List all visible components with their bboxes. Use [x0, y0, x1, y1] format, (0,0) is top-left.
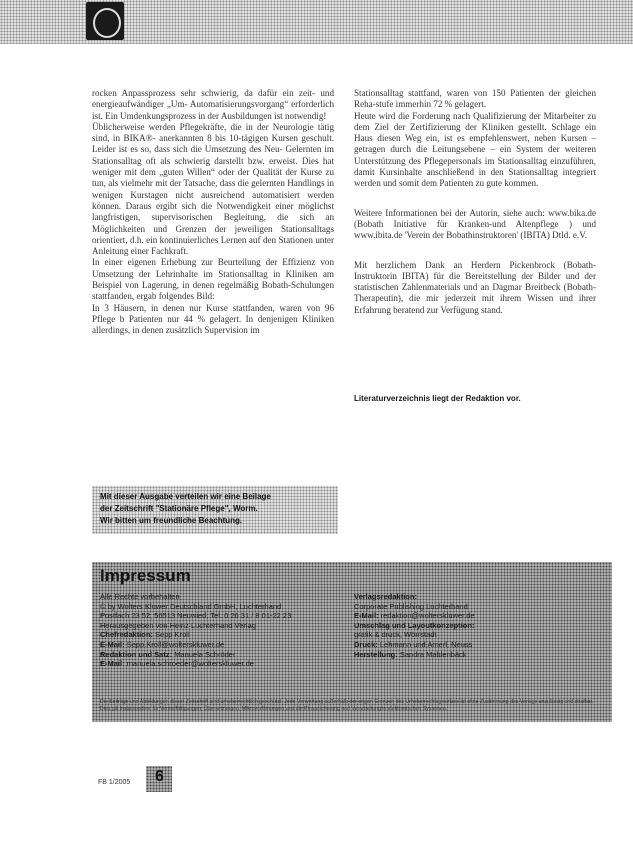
notice-line: der Zeitschrift "Stationäre Pflege", Worm.	[100, 504, 258, 513]
paragraph: In 3 Häusern, in denen nur Kurse stattfanden, waren von 96 Pflege b Patienten nur 44 % gelagert. In denjenigen Kliniken allerdings, in denen zusätzlich Supervision im	[92, 302, 334, 336]
paragraph: Stationsalltag stattfand, waren von 150 Patienten der gleichen Reha-stufe immerhin 72 % gelagert.	[354, 88, 596, 110]
acknowledgement-paragraph: Mit herzlichem Dank an Herdern Pickenbrock (Bobath-Instruktorin IBITA) für die Bereitstellung der Bilder und der statistischen Zahlenmaterials und an Dagmar Breitbeck (Bobath- Therapeutin), die mir jederzeit mit ihrem Wissen und ihrer Erfahrung beratend zur Verfügung stand.	[354, 259, 596, 315]
impressum-line: E-Mail: redaktion@wolterskluwer.de	[354, 611, 475, 621]
impressum-line: Corporate Publishing Luchterhand	[354, 601, 468, 611]
notice-line: Wir bitten um freundliche Beachtung.	[100, 516, 243, 525]
corner-logo-mark	[86, 2, 124, 40]
impressum-right-column	[354, 592, 604, 659]
paragraph: rocken Anpassprozess sehr schwierig, da dafür ein zeit- und energieaufwändiger „Um- Automatisierungsvorgang“ erforderlich ist. Ein Umdenkungsprozess in der Ausbildungen ist notwendig!	[92, 88, 334, 121]
impressum-line: E-Mail: Sepp.Kroll@wolterskluwer.de	[100, 639, 225, 649]
impressum-line: Umschlag und Layoutkonzeption:	[354, 620, 475, 630]
notice-line: Mit dieser Ausgabe verteilen wir eine Beilage	[100, 492, 271, 501]
impressum-left-column	[100, 592, 350, 669]
impressum-footnote: Die Beiträge und Abbildungen dieser Zeitschrift sind urheberrechtlich geschützt. Jede Verwertung außerhalb der engen Grenzen des Urheberrechtsgesetzes ist ohne Zustimmung des Verlags unzulässig und strafbar. Dies gilt insbesondere für Vervielfältigungen, Übersetzungen, Mikroverfilmungen und die Einspeicherung und Verarbeitung in elektronischen Systemen.	[100, 699, 594, 712]
impressum-line: grafik & druck, Wörrstadt	[354, 630, 437, 640]
impressum-line: Verlagsredaktion:	[354, 592, 417, 601]
impressum-line: Chefredaktion: Sepp Kroll	[100, 630, 190, 640]
impressum-line: E-Mail: manuela.schroeder@wolterskluwer.de	[100, 659, 254, 669]
issue-label: FB 1/2005	[98, 779, 131, 786]
paragraph: Heute wird die Forderung nach Qualifizierung der Mitarbeiter zu dem Ziel der Zertifizierung der Kliniken gestellt. Schlage ein Haus diesen Weg ein, ist es empfehlenswert, neben Kursen – getragen durch die Leitungsebene – ein System der weiteren Unterstützung des Pflegepersonals im Stationsalltag einzuführen, damit Kursinhalte anschließend in den Stationsalltag integriert werden und somit dem Patienten zu gute kommen.	[354, 110, 596, 189]
paragraph: In einer eigenen Erhebung zur Beurteilung der Effizienz von Umsetzung der Lehrinhalte im Stationsalltag in Kliniken am Beispiel von Lagerung, in denen regelmäßig Bobath-Schulungen stattfanden, ergab folgendes Bild:	[92, 257, 334, 302]
contact-info-paragraph: Weitere Informationen bei der Autorin, siehe auch: www.bika.de (Bobath Initiative für Kranken-und Altenpflege ) und www.ibita.de 'Verein der Bobathinstruktoren' (IBITA) Dtld. e.V.	[354, 207, 596, 241]
impressum-line: © by Wolters Kluwer Deutschland GmbH, Luchterhand	[100, 601, 282, 611]
insert-notice-box	[92, 486, 338, 534]
article-right-column	[354, 88, 596, 316]
insert-notice-text	[100, 491, 332, 527]
paragraph: Üblicherweise werden Pflegekräfte, die in der Neurologie tätig sind, in BIKA®- anerkannten 8 bis 10-tägigen Kursen geschult. Leider ist es so, dass sich die Umsetzung des Neu- Gelernten im Stationsalltag oft als schwierig darstellt bzw. erweist. Dies hat weniger mit dem „guten Willen“ oder der Qualität der Kurse zu tun, als vielmehr mit der Tatsache, dass die gelernten Handlings in wenigen Kurstagen nicht ausreichend automatisiert werden können. Daraus ergibt sich die Notwendigkeit einer möglichst langfristigen, supervisorischen Begleitung, die sich an Möglichkeiten und Grenzen der jeweiligen Stationsalltags orientiert, d.h. ein kontinuierliches Lernen auf den Stationen unter Anleitung einer Fachkraft.	[92, 121, 334, 257]
impressum-line: Druck: Lehmann und Amerl, Neuss	[354, 639, 473, 649]
literature-note: Literaturverzeichnis liegt der Redaktion vor.	[354, 394, 521, 403]
impressum-line: Postfach 23 52, 56513 Neuwied, Tel. 0 26 31 / 8 01-22 23	[100, 611, 292, 621]
article-left-column	[92, 88, 334, 337]
impressum-line: Alle Rechte vorbehalten	[100, 592, 180, 601]
impressum-line: Herstellung: Sandra Mahlenbäck	[354, 649, 467, 659]
impressum-line: Redaktion und Satz: Manuela Schröder	[100, 649, 236, 659]
page-number: 6	[155, 768, 164, 785]
impressum-line: Herausgegeben von Heinz Luchterhand Verlag	[100, 620, 256, 630]
impressum-box	[92, 562, 612, 722]
impressum-title: Impressum	[100, 566, 191, 585]
